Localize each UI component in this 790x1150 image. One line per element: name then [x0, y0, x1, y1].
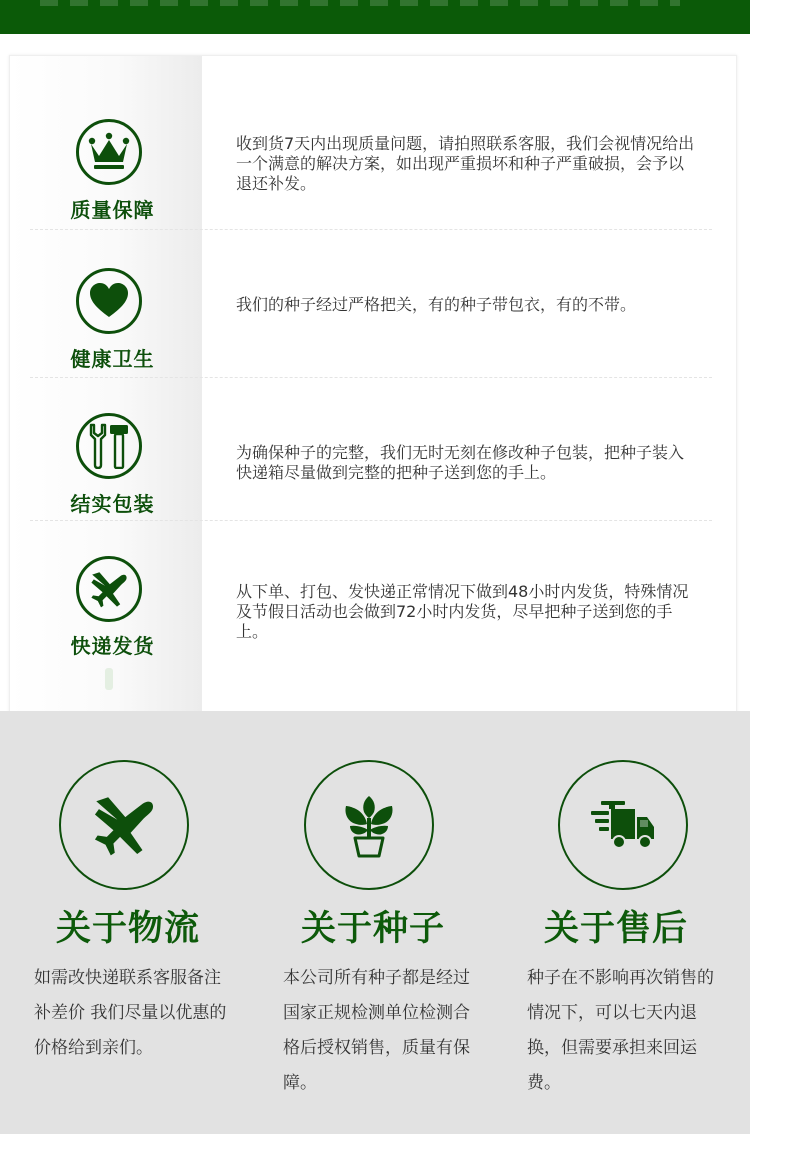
logistics-circle — [59, 760, 189, 890]
feature-text: 从下单、打包、发快递正常情况下做到48小时内发货，特殊情况及节假日活动也会做到72小时内发货，尽早把种子送到您的手上。 — [236, 582, 689, 641]
delivery-truck-icon — [591, 799, 655, 851]
about-title: 关于种子 — [301, 909, 446, 949]
health-circle — [76, 268, 142, 334]
airplane-icon — [91, 792, 157, 858]
top-banner — [0, 0, 750, 34]
feature-title: 质量保障 — [70, 198, 155, 222]
airplane-icon — [89, 569, 129, 609]
feature-text: 为确保种子的完整，我们无时无刻在修改种子包装，把种子装入快递箱尽量做到完整的把种子送到您的手上。 — [236, 443, 685, 482]
tools-icon — [88, 423, 130, 469]
aftersales-circle — [558, 760, 688, 890]
about-aftersales — [527, 711, 747, 1134]
potted-plant-icon — [340, 792, 398, 858]
decorative-mark — [105, 668, 113, 690]
quality-circle — [76, 119, 142, 185]
feature-text: 收到货7天内出现质量问题，请拍照联系客服，我们会视情况给出一个满意的解决方案，如出现严重损坏和种子严重破损，会予以退还补发。 — [236, 134, 695, 193]
about-text: 如需改快递联系客服备注补差价 我们尽量以优惠的价格给到亲们。 — [34, 968, 227, 1058]
seeds-circle — [304, 760, 434, 890]
heart-icon — [89, 283, 129, 319]
crown-icon — [87, 132, 131, 172]
about-section — [0, 711, 750, 1134]
about-title: 关于售后 — [544, 909, 689, 949]
about-text: 本公司所有种子都是经过国家正规检测单位检测合格后授权销售，质量有保障。 — [283, 968, 470, 1093]
about-seeds — [283, 711, 503, 1134]
about-logistics — [36, 711, 256, 1134]
banner-faint-text — [40, 0, 680, 6]
about-title: 关于物流 — [56, 909, 201, 949]
packaging-circle — [76, 413, 142, 479]
row-divider — [30, 377, 712, 378]
guarantee-panel — [9, 55, 737, 715]
feature-text: 我们的种子经过严格把关，有的种子带包衣，有的不带。 — [236, 295, 637, 314]
feature-title: 结实包装 — [70, 492, 155, 516]
feature-title: 健康卫生 — [70, 347, 155, 371]
about-text: 种子在不影响再次销售的情况下，可以七天内退换，但需要承担来回运费。 — [527, 968, 714, 1093]
feature-title: 快递发货 — [70, 634, 155, 658]
row-divider — [30, 520, 712, 521]
shipping-circle — [76, 556, 142, 622]
row-divider — [30, 229, 712, 230]
